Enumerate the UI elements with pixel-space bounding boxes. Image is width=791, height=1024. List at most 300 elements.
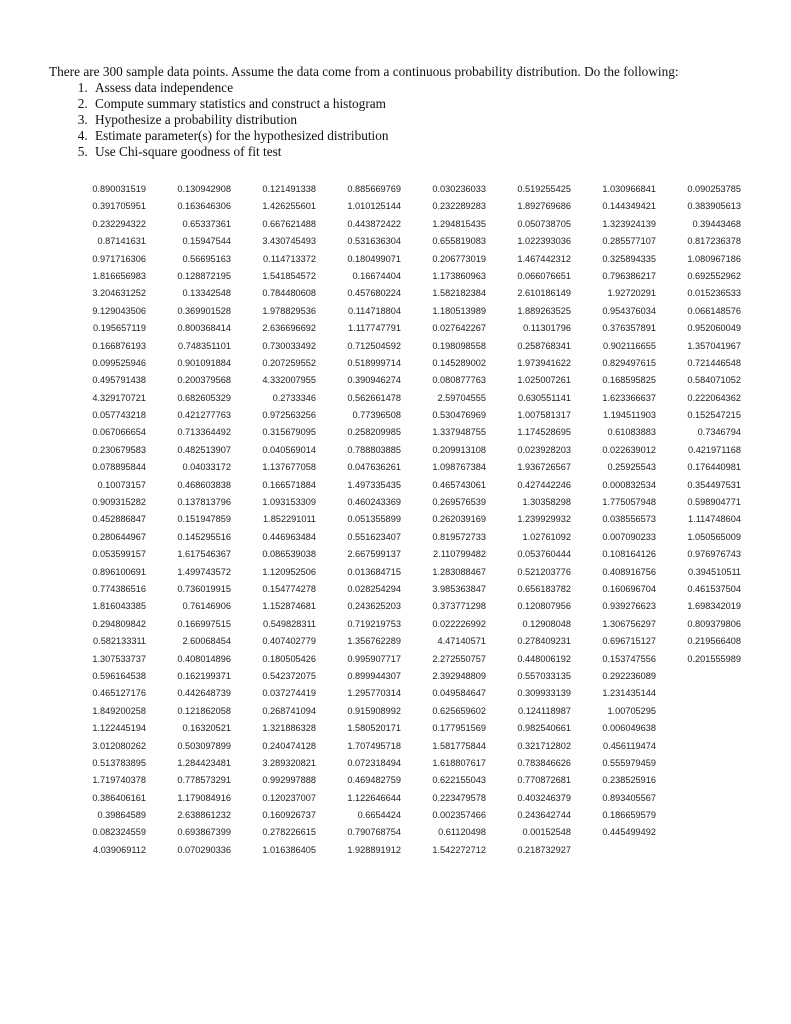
data-cell: 0.39864589 xyxy=(97,810,146,821)
data-cell: 0.719219753 xyxy=(347,618,401,629)
step-2: 2. Compute summary statistics and construct a histogram xyxy=(91,96,779,112)
data-cell: 0.971716306 xyxy=(92,253,146,264)
data-cell: 1.050565009 xyxy=(687,531,741,542)
data-cell: 1.719740378 xyxy=(92,775,146,786)
data-cell: 0.421277763 xyxy=(177,410,231,421)
data-cell: 0.151947859 xyxy=(177,514,231,525)
data-cell: 1.816656983 xyxy=(92,270,146,281)
data-cell: 0.369901528 xyxy=(177,305,231,316)
data-cell: 0.482513907 xyxy=(177,444,231,455)
data-cell: 0.61083883 xyxy=(607,427,656,438)
data-cell: 0.166997515 xyxy=(177,618,231,629)
data-cell: 0.622155043 xyxy=(432,775,486,786)
data-cell: 0.168595825 xyxy=(602,375,656,386)
data-cell: 0.77396508 xyxy=(352,410,401,421)
data-cell: 1.617546367 xyxy=(177,549,231,560)
data-cell: 1.137677058 xyxy=(262,462,316,473)
data-cell: 0.902116655 xyxy=(603,340,656,351)
data-cell: 1.022393036 xyxy=(517,236,571,247)
data-cell: 0.7346794 xyxy=(697,427,741,438)
data-cell: 0.144349421 xyxy=(602,201,656,212)
data-cell: 0.152547215 xyxy=(687,410,741,421)
data-cell: 0.186659579 xyxy=(602,810,656,821)
data-column xyxy=(65,183,150,861)
data-cell: 0.736019915 xyxy=(177,583,231,594)
data-cell: 0.114713372 xyxy=(263,253,316,264)
data-cell: 0.582133311 xyxy=(93,636,146,647)
data-cell: 0.145295516 xyxy=(177,531,231,542)
data-cell: 0.407402779 xyxy=(262,636,316,647)
data-column xyxy=(235,183,320,861)
data-cell: 0.209913108 xyxy=(432,444,486,455)
data-cell: 0.445499492 xyxy=(602,827,656,838)
data-cell: 0.278409231 xyxy=(517,636,571,647)
data-cell: 0.006049638 xyxy=(602,723,656,734)
data-cell: 0.656183782 xyxy=(517,583,571,594)
data-cell: 0.442648739 xyxy=(177,688,231,699)
step-5: 5. Use Chi-square goodness of fit test xyxy=(91,144,779,160)
data-cell: 0.124118987 xyxy=(518,705,571,716)
data-cell: 0.285577107 xyxy=(602,236,656,247)
data-cell: 3.430745493 xyxy=(262,236,316,247)
data-cell: 1.623366637 xyxy=(602,392,656,403)
data-cell: 0.200379568 xyxy=(177,375,231,386)
data-cell: 0.022639012 xyxy=(602,444,656,455)
data-cell: 0.829497615 xyxy=(602,357,656,368)
data-cell: 0.153747556 xyxy=(602,653,656,664)
data-cell: 0.130942908 xyxy=(177,184,231,194)
data-cell: 0.120237007 xyxy=(262,792,316,803)
data-cell: 1.698342019 xyxy=(687,601,741,612)
data-cell: 1.080967186 xyxy=(687,253,741,264)
data-cell: 0.166571884 xyxy=(262,479,316,490)
data-cell: 0.180499071 xyxy=(347,253,401,264)
data-cell: 0.562661478 xyxy=(347,392,401,403)
data-cell: 0.391705951 xyxy=(92,201,146,212)
data-cell: 0.76146906 xyxy=(182,601,231,612)
data-cell: 0.25925543 xyxy=(607,462,656,473)
data-cell: 0.518999714 xyxy=(347,357,401,368)
data-cell: 0.952060049 xyxy=(687,323,741,334)
data-cell: 2.638861232 xyxy=(177,810,231,821)
data-cell: 1.120952506 xyxy=(262,566,316,577)
data-cell: 0.542372075 xyxy=(262,670,316,681)
data-cell: 0.87141631 xyxy=(97,236,146,247)
data-cell: 1.02761092 xyxy=(522,531,571,542)
data-cell: 0.15947544 xyxy=(182,236,231,247)
data-cell: 1.231435144 xyxy=(602,688,656,699)
data-cell: 0.427442246 xyxy=(517,479,571,490)
data-cell: 0.023928203 xyxy=(517,444,571,455)
data-cell: 0.11301796 xyxy=(523,323,571,334)
data-cell: 1.239929932 xyxy=(517,514,571,525)
data-cell: 0.243625203 xyxy=(347,601,401,612)
data-cell: 1.323924139 xyxy=(602,218,656,229)
data-cell: 0.154774278 xyxy=(262,583,316,594)
data-cell: 0.655819083 xyxy=(432,236,486,247)
data-cell: 1.117747791 xyxy=(348,323,401,334)
data-cell: 0.321712802 xyxy=(517,740,571,751)
data-cell: 0.04033172 xyxy=(182,462,231,473)
data-cell: 1.849200258 xyxy=(92,705,146,716)
data-cell: 1.775057948 xyxy=(602,497,656,508)
data-cell: 0.890031519 xyxy=(92,184,146,194)
data-cell: 0.460243369 xyxy=(347,497,401,508)
data-cell: 1.707495718 xyxy=(347,740,401,751)
data-cell: 0.598904771 xyxy=(687,497,741,508)
data-cell: 0.162199371 xyxy=(177,670,231,681)
data-cell: 0.002357466 xyxy=(432,810,486,821)
data-cell: 0.819572733 xyxy=(432,531,486,542)
data-cell: 0.066148576 xyxy=(687,305,741,316)
data-cell: 1.294815435 xyxy=(432,218,486,229)
data-cell: 0.682605329 xyxy=(177,392,231,403)
data-cell: 0.195657119 xyxy=(93,323,146,334)
data-cell: 1.978829536 xyxy=(262,305,316,316)
data-cell: 1.426255601 xyxy=(262,201,316,212)
data-cell: 0.992997888 xyxy=(262,775,316,786)
data-cell: 0.373771298 xyxy=(432,601,486,612)
data-cell: 0.692552962 xyxy=(687,270,741,281)
data-cell: 1.618807617 xyxy=(432,757,486,768)
data-cell: 0.2733346 xyxy=(272,392,316,403)
data-cell: 0.693867399 xyxy=(177,827,231,838)
data-cell: 0.015236533 xyxy=(687,288,741,299)
data-cell: 0.783846626 xyxy=(517,757,571,768)
data-cell: 1.174528695 xyxy=(517,427,571,438)
data-cell: 0.995907717 xyxy=(347,653,401,664)
data-cell: 0.201555989 xyxy=(687,653,741,664)
data-column xyxy=(150,183,235,861)
data-cell: 0.915908992 xyxy=(347,705,401,716)
data-cell: 1.098767384 xyxy=(432,462,486,473)
data-cell: 0.16674404 xyxy=(352,270,401,281)
data-cell: 0.896100691 xyxy=(92,566,146,577)
data-cell: 0.053599157 xyxy=(92,549,146,560)
data-cell: 1.30358298 xyxy=(522,497,571,508)
data-cell: 0.519255425 xyxy=(517,184,571,194)
data-cell: 0.976976743 xyxy=(687,549,741,560)
data-cell: 1.114748604 xyxy=(688,514,741,525)
data-cell: 0.219566408 xyxy=(687,636,741,647)
data-cell: 0.070290336 xyxy=(177,844,231,855)
data-cell: 4.47140571 xyxy=(437,636,486,647)
data-cell: 0.513783895 xyxy=(92,757,146,768)
data-cell: 0.066076651 xyxy=(517,270,571,281)
data-cell: 0.163646306 xyxy=(177,201,231,212)
data-cell: 0.461537504 xyxy=(687,583,741,594)
data-cell: 0.057743218 xyxy=(92,410,146,421)
data-cell: 0.465127176 xyxy=(92,688,146,699)
data-cell: 1.321886328 xyxy=(262,723,316,734)
data-cell: 1.179084916 xyxy=(177,792,231,803)
step-4: 4. Estimate parameter(s) for the hypothesized distribution xyxy=(91,128,779,144)
data-cell: 0.269576539 xyxy=(432,497,486,508)
data-cell: 0.108164126 xyxy=(602,549,656,560)
data-cell: 0.469482759 xyxy=(347,775,401,786)
data-cell: 0.549828311 xyxy=(263,618,316,629)
data-cell: 0.198098558 xyxy=(432,340,486,351)
data-cell: 0.280644967 xyxy=(92,531,146,542)
data-cell: 0.232294322 xyxy=(92,218,146,229)
data-cell: 0.596164538 xyxy=(92,670,146,681)
data-cell: 0.809379806 xyxy=(687,618,741,629)
data-cell: 0.232289283 xyxy=(432,201,486,212)
data-cell: 0.007090233 xyxy=(602,531,656,542)
data-table xyxy=(65,183,745,861)
data-cell: 0.551623407 xyxy=(347,531,401,542)
data-cell: 1.010125144 xyxy=(347,201,401,212)
data-cell: 1.173860963 xyxy=(432,270,486,281)
data-cell: 1.030966841 xyxy=(602,184,656,194)
data-cell: 0.030236033 xyxy=(432,184,486,194)
data-cell: 0.774386516 xyxy=(92,583,146,594)
data-cell: 0.39443468 xyxy=(692,218,741,229)
data-cell: 0.721446548 xyxy=(687,357,741,368)
data-cell: 0.784480608 xyxy=(262,288,316,299)
data-cell: 0.354497531 xyxy=(687,479,741,490)
data-cell: 9.129043506 xyxy=(92,305,146,316)
data-cell: 2.272550757 xyxy=(432,653,486,664)
data-cell: 1.025007261 xyxy=(517,375,571,386)
instructions xyxy=(49,64,779,160)
data-cell: 0.222064362 xyxy=(687,392,741,403)
data-cell: 0.457680224 xyxy=(347,288,401,299)
data-cell: 3.204631252 xyxy=(92,288,146,299)
data-cell: 0.448006192 xyxy=(517,653,571,664)
data-cell: 1.816043385 xyxy=(92,601,146,612)
data-cell: 0.040569014 xyxy=(262,444,316,455)
data-cell: 0.521203776 xyxy=(517,566,571,577)
data-cell: 0.696715127 xyxy=(602,636,656,647)
data-cell: 0.099525946 xyxy=(92,357,146,368)
data-cell: 1.936726567 xyxy=(517,462,571,473)
data-cell: 0.294809842 xyxy=(92,618,146,629)
data-cell: 0.051355899 xyxy=(347,514,401,525)
data-cell: 0.885669769 xyxy=(347,184,401,194)
data-cell: 1.295770314 xyxy=(347,688,401,699)
data-cell: 3.289320821 xyxy=(262,757,316,768)
data-cell: 0.176440981 xyxy=(687,462,741,473)
data-cell: 0.6654424 xyxy=(357,810,401,821)
data-cell: 1.283088467 xyxy=(432,566,486,577)
data-cell: 0.748351101 xyxy=(178,340,231,351)
data-cell: 3.985363847 xyxy=(432,583,486,594)
data-cell: 0.712504592 xyxy=(347,340,401,351)
data-cell: 2.60068454 xyxy=(182,636,231,647)
data-column xyxy=(405,183,490,861)
data-cell: 1.928891912 xyxy=(347,844,401,855)
data-cell: 0.00152548 xyxy=(522,827,571,838)
data-cell: 0.206773019 xyxy=(432,253,486,264)
data-cell: 0.207259552 xyxy=(262,357,316,368)
data-cell: 0.56695163 xyxy=(182,253,231,264)
data-cell: 0.383905613 xyxy=(687,201,741,212)
data-cell: 0.730033492 xyxy=(262,340,316,351)
data-cell: 0.12908048 xyxy=(522,618,571,629)
step-1: 1. Assess data independence xyxy=(91,80,779,96)
data-cell: 0.067066654 xyxy=(92,427,146,438)
data-cell: 0.072318494 xyxy=(347,757,401,768)
data-cell: 0.778573291 xyxy=(177,775,231,786)
data-cell: 0.180505426 xyxy=(262,653,316,664)
data-cell: 0.796386217 xyxy=(602,270,656,281)
instructions-intro: There are 300 sample data points. Assume the data come from a continuous probability distribution. Do the following: xyxy=(49,64,679,79)
data-cell: 0.817236378 xyxy=(687,236,741,247)
data-cell: 0.386406161 xyxy=(92,792,146,803)
data-cell: 0.230679583 xyxy=(92,444,146,455)
data-cell: 2.667599137 xyxy=(347,549,401,560)
data-cell: 0.114718804 xyxy=(348,305,401,316)
data-cell: 0.982540661 xyxy=(517,723,571,734)
data-cell: 0.128872195 xyxy=(177,270,231,281)
data-cell: 0.086539038 xyxy=(262,549,316,560)
data-cell: 0.788803885 xyxy=(347,444,401,455)
data-cell: 0.000832534 xyxy=(602,479,656,490)
data-cell: 1.284423481 xyxy=(177,757,231,768)
data-cell: 3.012080262 xyxy=(92,740,146,751)
data-cell: 0.939276623 xyxy=(602,601,656,612)
data-cell: 0.65337361 xyxy=(182,218,231,229)
data-cell: 0.050738705 xyxy=(517,218,571,229)
data-cell: 0.403246379 xyxy=(517,792,571,803)
data-cell: 0.376357891 xyxy=(602,323,656,334)
data-cell: 2.392948809 xyxy=(432,670,486,681)
data-cell: 0.557033135 xyxy=(517,670,571,681)
data-cell: 0.218732927 xyxy=(517,844,571,855)
data-cell: 1.194511903 xyxy=(603,410,656,421)
data-cell: 1.852291011 xyxy=(263,514,316,525)
data-cell: 4.332007955 xyxy=(262,375,316,386)
data-cell: 0.022226992 xyxy=(432,618,486,629)
data-cell: 0.258209985 xyxy=(347,427,401,438)
data-cell: 0.120807956 xyxy=(517,601,571,612)
data-cell: 0.394510511 xyxy=(688,566,741,577)
data-cell: 0.408014896 xyxy=(177,653,231,664)
data-cell: 0.446963484 xyxy=(262,531,316,542)
data-cell: 0.053760444 xyxy=(517,549,571,560)
data-cell: 0.630551141 xyxy=(518,392,571,403)
data-cell: 0.278226615 xyxy=(262,827,316,838)
data-cell: 1.892769686 xyxy=(517,201,571,212)
data-cell: 0.049584647 xyxy=(432,688,486,699)
data-column xyxy=(660,183,745,861)
data-cell: 1.542272712 xyxy=(432,844,486,855)
data-cell: 1.00705295 xyxy=(607,705,656,716)
data-cell: 0.121862058 xyxy=(177,705,231,716)
data-cell: 0.530476969 xyxy=(432,410,486,421)
data-cell: 1.467442312 xyxy=(517,253,571,264)
data-cell: 0.421971168 xyxy=(688,444,741,455)
data-cell: 0.909315282 xyxy=(92,497,146,508)
data-cell: 0.166876193 xyxy=(92,340,146,351)
data-cell: 0.625659602 xyxy=(432,705,486,716)
data-column xyxy=(490,183,575,861)
data-cell: 0.770872681 xyxy=(517,775,571,786)
data-cell: 1.307533737 xyxy=(92,653,146,664)
data-cell: 0.408916756 xyxy=(602,566,656,577)
data-cell: 0.080877763 xyxy=(432,375,486,386)
data-cell: 0.268741094 xyxy=(262,705,316,716)
data-cell: 0.309933139 xyxy=(517,688,571,699)
data-cell: 0.584071052 xyxy=(687,375,741,386)
data-cell: 0.10073157 xyxy=(97,479,146,490)
data-column xyxy=(575,183,660,861)
data-cell: 0.145289002 xyxy=(432,357,486,368)
data-cell: 2.110799482 xyxy=(433,549,486,560)
data-cell: 1.889263525 xyxy=(517,305,571,316)
data-cell: 0.713364492 xyxy=(177,427,231,438)
data-cell: 1.337948755 xyxy=(432,427,486,438)
data-cell: 1.973941622 xyxy=(517,357,571,368)
data-cell: 1.180513989 xyxy=(432,305,486,316)
data-cell: 0.258768341 xyxy=(517,340,571,351)
data-cell: 0.240474128 xyxy=(262,740,316,751)
data-cell: 0.177951569 xyxy=(432,723,486,734)
data-cell: 1.122646644 xyxy=(347,792,401,803)
data-cell: 1.152874681 xyxy=(262,601,316,612)
instruction-steps xyxy=(49,80,779,160)
data-cell: 0.667621488 xyxy=(262,218,316,229)
data-cell: 0.243642744 xyxy=(517,810,571,821)
data-cell: 0.160926737 xyxy=(262,810,316,821)
data-cell: 1.581775844 xyxy=(432,740,486,751)
data-cell: 0.160696704 xyxy=(602,583,656,594)
data-cell: 0.315679095 xyxy=(262,427,316,438)
data-cell: 0.456119474 xyxy=(603,740,656,751)
data-cell: 0.16320521 xyxy=(182,723,231,734)
data-cell: 0.082324559 xyxy=(92,827,146,838)
data-cell: 0.078895844 xyxy=(92,462,146,473)
data-cell: 2.636696692 xyxy=(262,323,316,334)
data-cell: 4.039069112 xyxy=(93,844,146,855)
data-cell: 1.541854572 xyxy=(262,270,316,281)
data-cell: 2.59704555 xyxy=(437,392,486,403)
data-cell: 0.047636261 xyxy=(347,462,401,473)
data-cell: 1.580520171 xyxy=(347,723,401,734)
data-cell: 0.027642267 xyxy=(432,323,486,334)
data-cell: 1.016386405 xyxy=(262,844,316,855)
data-cell: 0.090253785 xyxy=(687,184,741,194)
data-cell: 1.093153309 xyxy=(262,497,316,508)
data-cell: 0.555979459 xyxy=(602,757,656,768)
data-cell: 1.582182384 xyxy=(432,288,486,299)
data-cell: 2.610186149 xyxy=(517,288,571,299)
data-cell: 0.325894335 xyxy=(602,253,656,264)
data-cell: 1.356762289 xyxy=(347,636,401,647)
data-cell: 0.137813796 xyxy=(177,497,231,508)
data-cell: 0.238525916 xyxy=(602,775,656,786)
data-cell: 1.122445194 xyxy=(92,723,146,734)
data-cell: 0.121491338 xyxy=(262,184,316,194)
data-cell: 0.038556573 xyxy=(602,514,656,525)
data-cell: 0.037274419 xyxy=(262,688,316,699)
data-cell: 0.790768754 xyxy=(347,827,401,838)
data-cell: 0.223479578 xyxy=(432,792,486,803)
data-cell: 0.465743061 xyxy=(432,479,486,490)
data-column xyxy=(320,183,405,861)
data-cell: 0.390946274 xyxy=(347,375,401,386)
data-cell: 0.954376034 xyxy=(602,305,656,316)
data-cell: 0.028254294 xyxy=(347,583,401,594)
data-cell: 0.13342548 xyxy=(182,288,231,299)
data-cell: 0.292236089 xyxy=(602,670,656,681)
data-cell: 1.357041967 xyxy=(687,340,741,351)
data-cell: 0.893405567 xyxy=(602,792,656,803)
data-cell: 1.306756297 xyxy=(602,618,656,629)
data-cell: 1.007581317 xyxy=(517,410,571,421)
data-cell: 1.499743572 xyxy=(177,566,231,577)
